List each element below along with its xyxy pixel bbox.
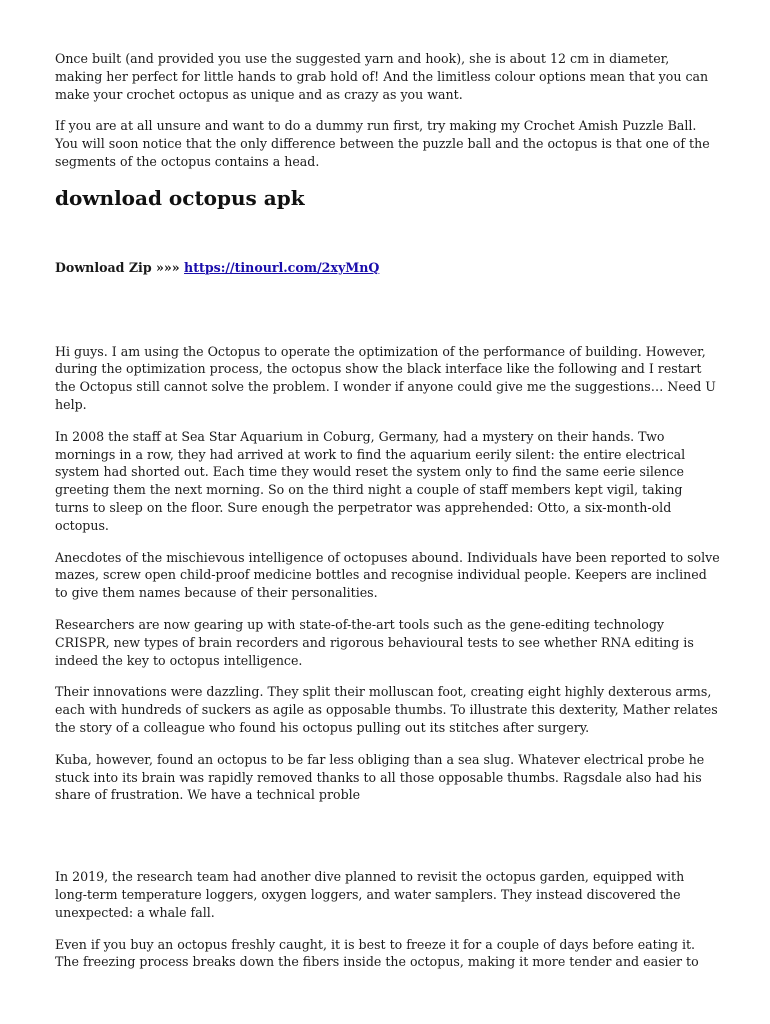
section-heading: download octopus apk <box>55 185 305 210</box>
paragraph-help-request: Hi guys. I am using the Octopus to operate the optimization of the performance of building. However, during the optimization process, the octopus show the black interface like the following and I restart the Octopus still cannot solve the problem. I wonder if anyone could give me the suggestions… Need U help. <box>55 343 716 412</box>
download-link[interactable]: https://tinourl.com/2xyMnQ <box>184 259 380 275</box>
document-page <box>55 50 720 985</box>
spacer <box>55 818 720 868</box>
paragraph-yarn-size: Once built (and provided you use the suggested yarn and hook), she is about 12 cm in diameter, making her perfect for little hands to grab hold of! And the limitless colour options mean that you can make your crochet octopus as unique and as crazy as you want. <box>55 51 709 102</box>
paragraph-researchers: Researchers are now gearing up with state-of-the-art tools such as the gene-editing technology CRISPR, new types of brain recorders and rigorous behavioural tests to see whether RNA editing is indeed the key to octopus intelligence. <box>55 616 694 668</box>
paragraph-puzzle-ball: If you are at all unsure and want to do a dummy run first, try making my Crochet Amish Puzzle Ball. You will soon notice that the only difference between the puzzle ball and the octopus is that one of the segments of the octopus contains a head. <box>55 118 710 169</box>
paragraph-innovations: Their innovations were dazzling. They split their molluscan foot, creating eight highly dexterous arms, each with hundreds of suckers as agile as opposable thumbs. To illustrate this dexterity, Mather relates the story of a colleague who found his octopus pulling out its stitches after surgery. <box>55 684 718 735</box>
paragraph-kuba: Kuba, however, found an octopus to be far less obliging than a sea slug. Whatever electrical probe he stuck into its brain was rapidly removed thanks to all those opposable thumbs. Ragsdale also had his share of frustration. We have a technical proble <box>55 751 705 803</box>
paragraph-octopus-garden: In 2019, the research team had another dive planned to revisit the octopus garden, equipped with long-term temperature loggers, oxygen loggers, and water samplers. They instead discovered the unexpected: a whale fall. <box>55 869 685 920</box>
paragraph-anecdotes: Anecdotes of the mischievous intelligence of octopuses abound. Individuals have been reported to solve mazes, screw open child-proof medicine bottles and recognise individual people. Keepers are inclined to give them names because of their personalities. <box>55 549 720 601</box>
download-label: Download Zip »»» <box>55 259 185 275</box>
paragraph-freezing: Even if you buy an octopus freshly caught, it is best to freeze it for a couple of days before eating it. The freezing process breaks down the fibers inside the octopus, making it more tender and easier to <box>55 936 699 970</box>
paragraph-aquarium: In 2008 the staff at Sea Star Aquarium in Coburg, Germany, had a mystery on their hands. Two mornings in a row, they had arrived at work to find the aquarium eerily silent: the entire electrical system had shorted out. Each time they would reset the system only to find the same eerie silence greeting them the next morning. So on the third night a couple of staff members kept vigil, taking turns to sleep on the floor. Sure enough the perpetrator was apprehended: Otto, a six-month-old octopus. <box>55 428 686 533</box>
spacer <box>55 277 720 343</box>
download-line <box>55 259 720 277</box>
